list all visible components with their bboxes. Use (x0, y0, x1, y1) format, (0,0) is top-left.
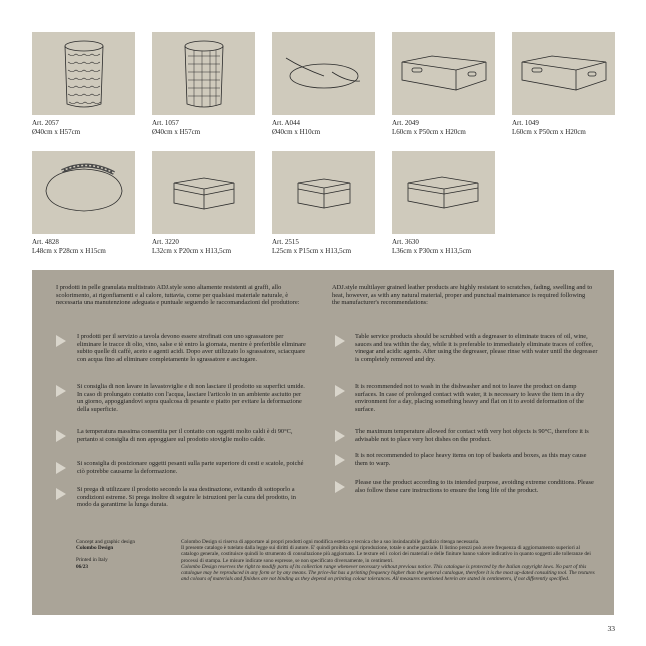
product-image (32, 32, 135, 115)
product-art: Art. 4828 (32, 238, 59, 246)
lidded-box-icon (152, 151, 255, 234)
credits-printed: Printed in Italy (76, 557, 108, 564)
credits (76, 539, 166, 570)
product-caption (392, 238, 471, 255)
product-dims: L25cm x P15cm x H13,5cm (272, 246, 352, 255)
product-dims: L48cm x P28cm x H15cm (32, 246, 106, 255)
care-item-en: Please use the product according to its intended purpose, avoiding extreme conditions. Please also follow these care instructions to ensure the long life of the product. (355, 479, 594, 494)
arrow-bullet-icon (56, 488, 66, 500)
basket-oval-icon (32, 151, 135, 234)
care-item-it: Si prega di utilizzare il prodotto secondo la sua destinazione, evitando di sottoporlo a condizioni estreme. Si prega inoltre di seguire le istruzioni per la cura del prodotto, in modo da garantirne la lunga durata. (77, 486, 296, 509)
product-art: Art. 1049 (512, 119, 539, 127)
care-instructions-panel (32, 270, 614, 615)
product-dims: L36cm x P30cm x H13,5cm (392, 246, 472, 255)
product-art: Art. 2057 (32, 119, 59, 127)
arrow-bullet-icon (335, 481, 345, 493)
credits-concept: Concept and graphic design (76, 539, 135, 545)
product-image (392, 32, 495, 115)
product-art: Art. 1057 (152, 119, 179, 127)
product-dims: Ø40cm x H57cm (152, 127, 201, 136)
product-image (512, 32, 615, 115)
basket-cylinder-woven-icon (32, 32, 135, 115)
product-image (272, 151, 375, 234)
legal-it: Il presente catalogo è tutelato dalla legge sui diritti di autore. E' quindi proibita ogni riproduzione, totale o anche parziale. Il listino prezzi può avere frequenza di aggiornamento superiori al catalogo generale, costituisce quindi lo strumento di consultazione più aggiornato. Le texture ed i colori dei materiali e delle finiture hanno valore indicativo in quanto soggetti alle tolleranze dei processi di stampa. Le misure indicate sono espresse, se non specificato diversamente, in centimetri. (181, 545, 591, 564)
product-caption (152, 119, 200, 136)
arrow-bullet-icon (335, 335, 345, 347)
bowl-icon (272, 32, 375, 115)
care-intro-it: I prodotti in pelle granulata multistrato ADJ.style sono altamente resistenti ai graffi, allo scolorimento, ai rigonfiamenti e al calore, tuttavia, come per qualsiasi materiale naturale, è necessaria una manutenzione adeguata e puntuale seguendo le raccomandazioni del produttore: (56, 284, 300, 307)
tray-box-icon (512, 32, 615, 115)
product-dims: L60cm x P50cm x H20cm (392, 127, 466, 136)
product-caption (152, 238, 231, 255)
care-intro-en: ADJ.style multilayer grained leather products are highly resistant to scratches, fading, swelling and to heat, however, as with any natural material, proper and punctual maintenance is required following the manufacturer's recommendations: (332, 284, 593, 307)
product-image (392, 151, 495, 234)
product-caption (32, 119, 80, 136)
product-image (152, 151, 255, 234)
product-dims: Ø40cm x H10cm (272, 127, 321, 136)
product-art: Art. A044 (272, 119, 300, 127)
product-image (152, 32, 255, 115)
legal-en: Colombo Design reserves the right to modify parts of its collection range whenever necessary without previous notice. This catalogue is protected by the Italian copyright laws. No part of this catalogue may be reproduced in any form or by any means. The price-list has a printing frequency higher than the general catalogue, therefore it is the most up-dated consulting tool. The textures and colours of materials and finishes are not binding as they depend on printing colour tolerances. All measures mentioned herein are stated in centimeters, if not differently specified. (181, 563, 595, 583)
care-item-it: La temperatura massima consentita per il contatto con oggetti molto caldi è di 90°C, pertanto si consiglia di non appoggiare sul prodotto stoviglie molto calde. (77, 428, 293, 443)
product-caption (272, 238, 351, 255)
arrow-bullet-icon (56, 430, 66, 442)
product-art: Art. 3220 (152, 238, 179, 246)
lidded-box-icon (272, 151, 375, 234)
product-caption (392, 119, 466, 136)
product-caption (32, 238, 106, 255)
product-dims: L60cm x P50cm x H20cm (512, 127, 586, 136)
product-caption (512, 119, 586, 136)
arrow-bullet-icon (335, 454, 345, 466)
credits-designer: Colombo Design (76, 545, 114, 552)
care-item-it: Si consiglia di non lavare in lavastoviglie e di non lasciare il prodotto su superfici umide. In caso di prolungato contatto con l'acqua, lasciare l'articolo in un ambiente asciutto per un giorno, appoggiandovi sopra qualcosa di pesante e piatto per evitare la deformazione della superficie. (77, 383, 305, 413)
product-image (272, 32, 375, 115)
arrow-bullet-icon (56, 462, 66, 474)
lidded-box-icon (392, 151, 495, 234)
product-art: Art. 2515 (272, 238, 299, 246)
basket-cylinder-icon (152, 32, 255, 115)
product-image (32, 151, 135, 234)
care-item-en: The maximum temperature allowed for contact with very hot objects is 90°C, therefore it is advisable not to place very hot dishes on the product. (355, 428, 589, 443)
arrow-bullet-icon (335, 385, 345, 397)
care-item-en: It is not recommended to place heavy items on top of baskets and boxes, as this may cause them to warp. (355, 452, 587, 467)
product-dims: L32cm x P20cm x H13,5cm (152, 246, 232, 255)
care-item-it: I prodotti per il servizio a tavola devono essere strofinati con uno sgrassatore per eliminare le tracce di olio, vino, salse e tè entro la giornata, mentre è preferibile eliminare subito quelle di caffè, aceto e agenti acidi. Dopo aver utilizzato lo sgrassatore, sciacquare con acqua fino ad eliminare completamente lo sgrassatore e asciugare. (77, 333, 306, 363)
arrow-bullet-icon (56, 335, 66, 347)
legal-notice (181, 539, 597, 582)
product-art: Art. 3630 (392, 238, 419, 246)
product-art: Art. 2049 (392, 119, 419, 127)
product-caption (272, 119, 320, 136)
product-dims: Ø40cm x H57cm (32, 127, 81, 136)
arrow-bullet-icon (335, 430, 345, 442)
arrow-bullet-icon (56, 385, 66, 397)
page-number: 33 (607, 624, 615, 633)
care-item-en: It is recommended not to wash in the dishwasher and not to leave the product on damp surfaces. In case of prolonged contact with water, it is necessary to leave the item in a dry environment for a day, placing something heavy and flat on it to avoid deformation of the surface. (355, 383, 585, 413)
care-item-it: Si sconsiglia di posizionare oggetti pesanti sulla parte superiore di cesti e scatole, poiché ciò potrebbe causarne la deformazione. (77, 460, 304, 475)
care-item-en: Table service products should be scrubbed with a degreaser to eliminate traces of oil, wine, sauces and tea within the day, while it is preferable to immediately eliminate traces of coffee, vinegar and acidic agents. After using the degreaser, please rinse with water until the degreaser is completely removed and dry. (355, 333, 598, 363)
legal-it-lead: Colombo Design si riserva di apportare ai propri prodotti ogni modifica estetica e tecnica che a suo insindacabile giudizio ritenga necessaria. (181, 539, 480, 545)
credits-edition: 06/23 (76, 563, 89, 570)
tray-box-icon (392, 32, 495, 115)
